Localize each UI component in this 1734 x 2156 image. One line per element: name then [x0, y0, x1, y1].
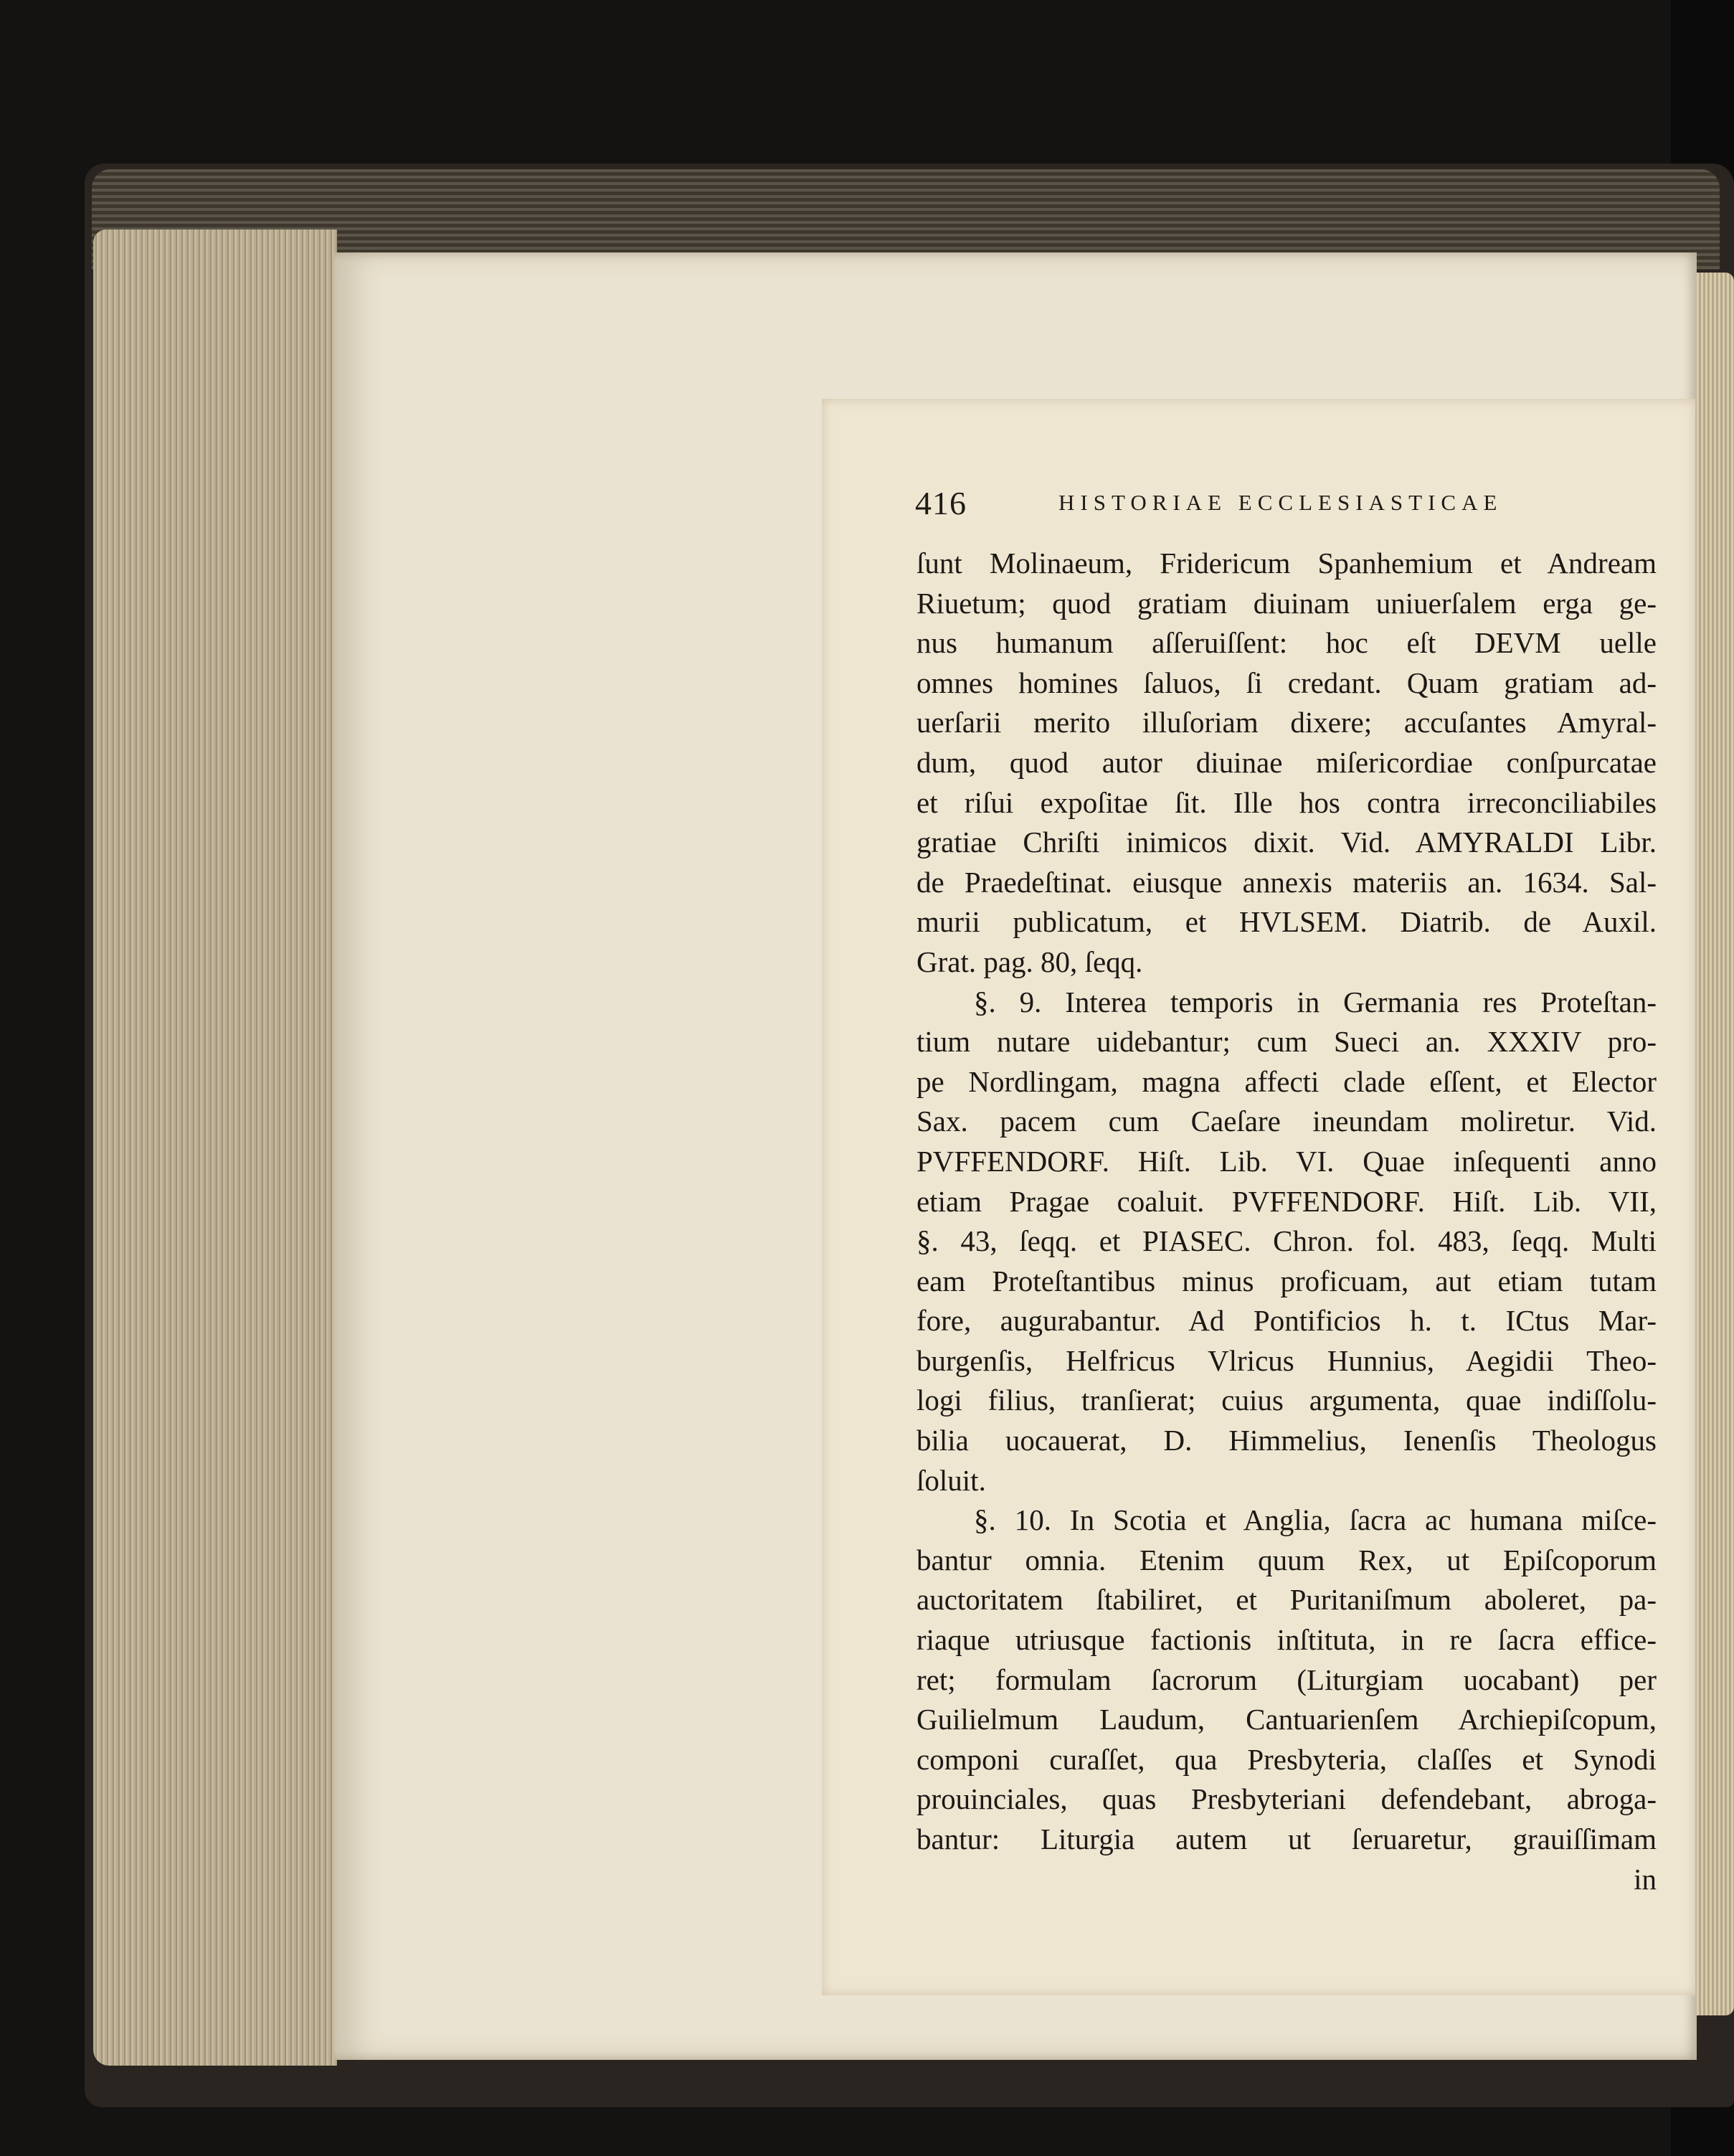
text-line: bilia uocauerat, D. Himmelius, Ienenſis Theologus [916, 1424, 1657, 1457]
text-line: pe Nordlingam, magna affecti clade eſſent, et Elector [916, 1064, 1657, 1098]
text-line: PVFFENDORF. Hiſt. Lib. VI. Quae inſequenti anno [916, 1144, 1657, 1178]
text-line: §. 43, ſeqq. et PIASEC. Chron. fol. 483, ſeqq. Multi [916, 1224, 1657, 1258]
text-line: uerſarii merito illuſoriam dixere; accuſantes Amyral- [916, 706, 1657, 739]
text-line: dum, quod autor diuinae miſericordiae conſpurcatae [916, 745, 1657, 779]
text-line: et riſui expoſitae ſit. Ille hos contra irreconciliabiles [916, 785, 1657, 819]
text-line: auctoritatem ſtabiliret, et Puritaniſmum aboleret, pa- [916, 1583, 1657, 1617]
text-line: ret; formulam ſacrorum (Liturgiam uocabant) per [916, 1663, 1657, 1696]
text-line: riaque utriusque factionis inſtituta, in re ſacra effice- [916, 1623, 1657, 1657]
text-line: prouinciales, quas Presbyteriani defendebant, abroga- [916, 1782, 1657, 1816]
page-header [915, 484, 1575, 534]
text-line: de Praedeſtinat. eiusque annexis materiis an. 1634. Sal- [916, 865, 1657, 899]
text-line: omnes homines ſaluos, ſi credant. Quam gratiam ad- [916, 666, 1657, 699]
text-line: bantur: Liturgia autem ut ſeruaretur, grauiſſimam [916, 1822, 1657, 1855]
catchword: in [1634, 1862, 1657, 1896]
text-line: ſoluit. [916, 1463, 986, 1497]
page-stack-edge [93, 230, 337, 2066]
text-line: Sax. pacem cum Caeſare ineundam moliretur. Vid. [916, 1105, 1657, 1138]
text-line: murii publicatum, et HVLSEM. Diatrib. de Auxil. [916, 905, 1657, 939]
text-line: §. 10. In Scotia et Anglia, ſacra ac humana miſce- [974, 1503, 1657, 1537]
text-line: gratiae Chriſti inimicos dixit. Vid. AMYRALDI Libr. [916, 826, 1657, 859]
text-line: eam Proteſtantibus minus proficuam, aut etiam tutam [916, 1264, 1657, 1297]
text-line: §. 9. Interea temporis in Germania res Proteſtan- [974, 985, 1657, 1018]
text-line: Guilielmum Laudum, Cantuarienſem Archiepiſcopum, [916, 1703, 1657, 1736]
text-line: tium nutare uidebantur; cum Sueci an. XXXIV pro- [916, 1025, 1657, 1059]
text-line: fore, augurabantur. Ad Pontificios h. t. ICtus Mar- [916, 1304, 1657, 1338]
right-page-edge [1692, 273, 1734, 2015]
running-title: HISTORIAE ECCLESIASTICAE [1058, 490, 1503, 515]
text-line: burgenſis, Helfricus Vlricus Hunnius, Aegidii Theo- [916, 1343, 1657, 1377]
text-line: bantur omnia. Etenim quum Rex, ut Epiſcoporum [916, 1543, 1657, 1576]
text-line: nus humanum aſſeruiſſent: hoc eſt DEVM uelle [916, 626, 1657, 660]
body-text [916, 544, 1657, 1899]
text-line: etiam Pragae coaluit. PVFFENDORF. Hiſt. Lib. VII, [916, 1184, 1657, 1218]
text-line: Riuetum; quod gratiam diuinam uniuerſalem erga ge- [916, 586, 1657, 620]
text-line: Grat. pag. 80, ſeqq. [916, 945, 1143, 978]
text-line: logi filius, tranſierat; cuius argumenta, quae indiſſolu- [916, 1384, 1657, 1417]
page-number: 416 [915, 485, 967, 521]
text-line: ſunt Molinaeum, Fridericum Spanhemium et Andream [916, 547, 1657, 580]
text-line: componi curaſſet, qua Presbyteria, claſſes et Synodi [916, 1742, 1657, 1776]
